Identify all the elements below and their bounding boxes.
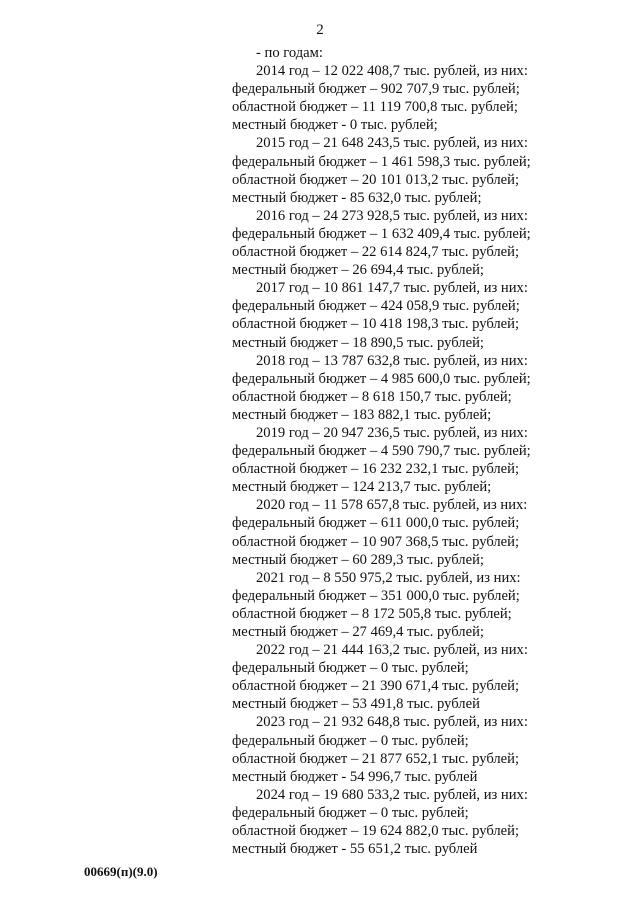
year-total-line: 2023 год – 21 932 648,8 тыс. рублей, из них:: [256, 714, 528, 731]
year-block: [232, 352, 632, 424]
local-budget-line: местный бюджет – 183 882,1 тыс. рублей;: [232, 406, 492, 423]
regional-budget-line: областной бюджет – 10 418 198,3 тыс. рублей;: [232, 316, 520, 333]
budget-breakdown: [232, 44, 632, 858]
local-budget-line: местный бюджет – 124 213,7 тыс. рублей;: [232, 479, 492, 496]
page-number: 2: [316, 22, 324, 38]
years-list: [232, 62, 632, 858]
year-block: [232, 496, 632, 568]
year-total-line: 2019 год – 20 947 236,5 тыс. рублей, из них:: [256, 424, 528, 441]
regional-budget-line: областной бюджет – 19 624 882,0 тыс. рублей;: [232, 823, 520, 840]
federal-budget-line: федеральный бюджет – 0 тыс. рублей;: [232, 660, 469, 677]
document-code: 00669(п)(9.0): [84, 864, 158, 879]
year-block: [232, 279, 632, 351]
local-budget-line: местный бюджет – 53 491,8 тыс. рублей: [232, 696, 480, 713]
local-budget-line: местный бюджет – 27 469,4 тыс. рублей;: [232, 624, 484, 640]
federal-budget-line: федеральный бюджет – 1 461 598,3 тыс. рублей;: [232, 153, 531, 170]
local-budget-line: местный бюджет - 54 996,7 тыс. рублей: [232, 768, 478, 785]
local-budget-line: местный бюджет - 85 632,0 тыс. рублей;: [232, 189, 482, 206]
year-block: [232, 134, 632, 206]
federal-budget-line: федеральный бюджет – 0 тыс. рублей;: [232, 804, 469, 821]
year-block: [232, 424, 632, 496]
regional-budget-line: областной бюджет – 20 101 013,2 тыс. рублей;: [232, 171, 520, 188]
year-total-line: 2021 год – 8 550 975,2 тыс. рублей, из них:: [256, 569, 521, 586]
regional-budget-line: областной бюджет – 11 119 700,8 тыс. рублей;: [232, 99, 518, 116]
regional-budget-line: областной бюджет – 22 614 824,7 тыс. рублей;: [232, 244, 520, 261]
local-budget-line: местный бюджет – 26 694,4 тыс. рублей;: [232, 262, 484, 279]
regional-budget-line: областной бюджет – 10 907 368,5 тыс. рублей;: [232, 533, 520, 550]
year-block: [232, 641, 632, 713]
year-total-line: 2016 год – 24 273 928,5 тыс. рублей, из них:: [256, 207, 528, 224]
federal-budget-line: федеральный бюджет – 4 985 600,0 тыс. рублей;: [232, 370, 531, 387]
year-total-line: 2017 год – 10 861 147,7 тыс. рублей, из них:: [256, 280, 528, 297]
federal-budget-line: федеральный бюджет – 4 590 790,7 тыс. рублей;: [232, 443, 531, 460]
year-total-line: 2015 год – 21 648 243,5 тыс. рублей, из них:: [256, 135, 528, 152]
year-total-line: 2024 год – 19 680 533,2 тыс. рублей, из них:: [256, 786, 528, 803]
year-total-line: 2020 год – 11 578 657,8 тыс. рублей, из них:: [256, 497, 528, 514]
regional-budget-line: областной бюджет – 21 390 671,4 тыс. рублей;: [232, 678, 520, 695]
year-block: [232, 713, 632, 785]
year-total-line: 2018 год – 13 787 632,8 тыс. рублей, из них:: [256, 352, 528, 369]
year-total-line: 2014 год – 12 022 408,7 тыс. рублей, из них:: [256, 63, 528, 80]
federal-budget-line: федеральный бюджет – 611 000,0 тыс. рублей;: [232, 515, 520, 532]
regional-budget-line: областной бюджет – 8 172 505,8 тыс. рублей;: [232, 605, 512, 622]
year-total-line: 2022 год – 21 444 163,2 тыс. рублей, из них:: [256, 642, 528, 659]
federal-budget-line: федеральный бюджет – 351 000,0 тыс. рублей;: [232, 587, 520, 604]
regional-budget-line: областной бюджет – 8 618 150,7 тыс. рублей;: [232, 388, 512, 405]
local-budget-line: местный бюджет – 18 890,5 тыс. рублей;: [232, 334, 484, 351]
intro-line: - по годам:: [256, 45, 323, 61]
federal-budget-line: федеральный бюджет – 902 707,9 тыс. рублей;: [232, 81, 520, 98]
year-block: [232, 569, 632, 641]
year-block: [232, 62, 632, 134]
regional-budget-line: областной бюджет – 21 877 652,1 тыс. рублей;: [232, 750, 520, 767]
year-block: [232, 207, 632, 279]
federal-budget-line: федеральный бюджет – 0 тыс. рублей;: [232, 732, 469, 749]
local-budget-line: местный бюджет - 55 651,2 тыс. рублей: [232, 841, 478, 858]
federal-budget-line: федеральный бюджет – 1 632 409,4 тыс. рублей;: [232, 225, 531, 242]
federal-budget-line: федеральный бюджет – 424 058,9 тыс. рублей;: [232, 298, 520, 315]
local-budget-line: местный бюджет – 60 289,3 тыс. рублей;: [232, 551, 484, 568]
regional-budget-line: областной бюджет – 16 232 232,1 тыс. рублей;: [232, 461, 520, 478]
local-budget-line: местный бюджет - 0 тыс. рублей;: [232, 117, 438, 134]
year-block: [232, 786, 632, 858]
